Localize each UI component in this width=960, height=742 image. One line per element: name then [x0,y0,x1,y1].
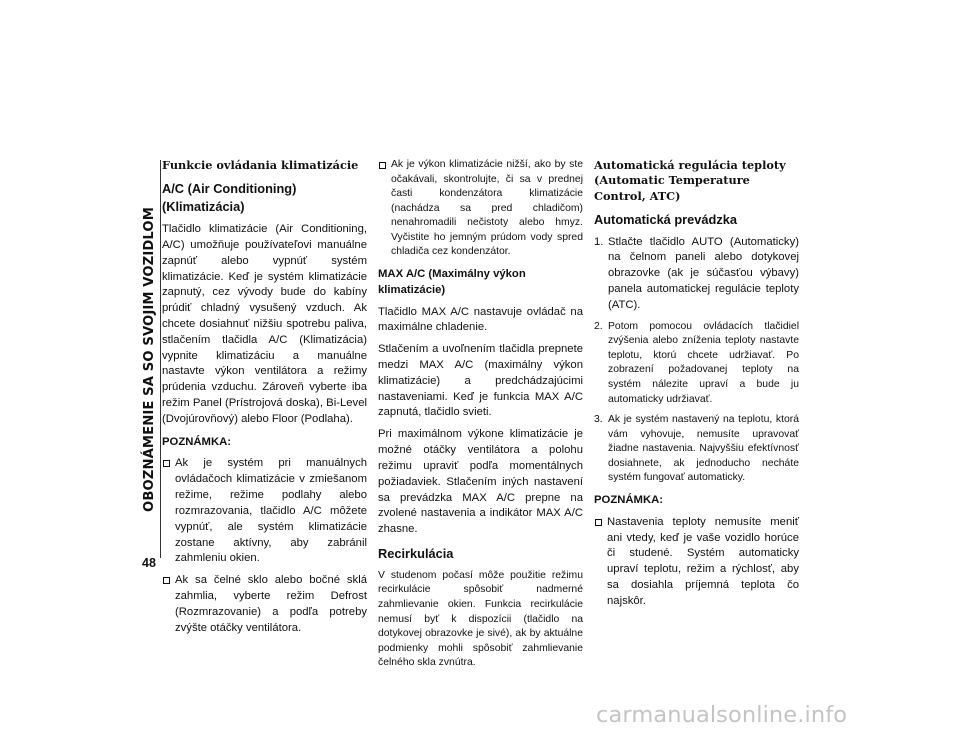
steps-list [594,235,799,486]
step-number: 3. [594,414,603,426]
column-2 [378,158,583,677]
paragraph-max-3: Pri maximálnom výkone klimatizácie je možné otáčky ventilátora a polohu režimu upraviť podľa momentálnych požiadaviek. Stlačením iných nastavení sa prevádzka MAX A/C prepne na zvolené nastavenia a indikátor MAX A/C zhasne. [378,428,583,536]
paragraph-max-2: Stlačením a uvoľnením tlačidla prepnete medzi MAX A/C (maximálny výkon klimatizácie) a predchádzajúcimi nastaveniami. Keď je funkcia MAX A/C zapnutá, tlačidlo svieti. [378,343,583,419]
paragraph-ac: Tlačidlo klimatizácie (Air Conditioning, A/C) umožňuje používateľovi manuálne zapnúť alebo vypnúť systém klimatizácie. Keď je systém klimatizácie zapnutý, cez vývody bude do kabíny prúdiť chladný vysušený vzduch. Ak chcete dosiahnuť nižšiu spotrebu paliva, stlačením tlačidla A/C (Klimatizácia) vypnite klimatizáciu a manuálne nastavte výkon ventilátora a režimy prúdenia vzduchu. Zároveň vyberte iba režim Panel (Prístrojová doska), Bi-Level (Dvojúrovňový) alebo Floor (Podlaha). [162,223,367,425]
step-item [594,413,799,486]
section-title-atc: Automatická regulácia teploty (Automatic Temperature Control, ATC) [594,158,786,203]
paragraph-recirculation: V studenom počasí môže použitie režimu recirkulácie spôsobiť nadmerné zahmlievanie okien. Funkcia recirkulácie nemusí byť k dispozícii (tlačidlo na dotykovej obrazovke je sivé), ak by aktuálne podmienky mohli spôsobiť zahmlievanie čelného skla zvnútra. [378,569,583,669]
note-list [162,456,367,636]
note-list-continued [378,158,583,260]
heading-ac: A/C (Air Conditioning) (Klimatizácia) [162,181,297,215]
vertical-rule [160,160,161,558]
step-number: 1. [594,235,604,248]
column-3 [594,158,799,616]
step-text: Potom pomocou ovládacích tlačidiel zvýšenia alebo zníženia teploty nastavte teplotu, ktorú chcete udržiavať. Po zobrazení požadovanej teploty na systém nálezite upraví a bude ju automaticky udržiavať. [608,320,799,405]
heading-recirculation: Recirkulácia [378,545,454,561]
note-item: Nastavenia teploty nemusíte meniť ani vtedy, keď je vaše vozidlo horúce či studené. Systém automaticky upraví teplotu, režim a rýchlosť, aby sa dosiahla príjemná teplota čo najskôr. [594,515,799,610]
step-text: Stlačte tlačidlo AUTO (Automaticky) na čelnom paneli alebo dotykovej obrazovke (ak je súčasťou výbavy) panela automatickej regulácie teploty (ATC). [608,235,799,311]
step-item [594,320,799,407]
note-label: POZNÁMKA: [594,493,664,506]
note-item: Ak je systém pri manuálnych ovládačoch klimatizácie v zmiešanom režime, režime podlahy alebo rozmrazovania, tlačidlo A/C môžete vypnúť, ale systém klimatizácie zostane aktívny, aby zabránil zahmleniu okien. [162,456,367,567]
step-number: 2. [594,320,603,332]
note-label: POZNÁMKA: [162,435,232,448]
note-item: Ak je výkon klimatizácie nižší, ako by ste očakávali, skontrolujte, či sa v prednej časti kondenzátora klimatizácie (nachádza sa pred chladičom) nenahromadili nečistoty alebo hmyz. Vyčistite ho jemným prúdom vody spred chladiča cez kondenzátor. [378,158,583,260]
heading-auto-operation: Automatická prevádzka [594,211,737,227]
note-item: Ak sa čelné sklo alebo bočné sklá zahmlia, vyberte režim Defrost (Rozmrazovanie) a podľa potreby zvýšte otáčky ventilátora. [162,573,367,636]
page-number: 48 [142,556,156,570]
watermark: carmanualsonline.info [596,702,848,728]
step-item [594,235,799,314]
side-chapter-title [138,160,160,558]
section-title-controls: Funkcie ovládania klimatizácie [162,158,359,172]
heading-max-ac: MAX A/C (Maximálny výkon klimatizácie) [378,267,526,296]
side-chapter-title-text: OBOZNÁMENIE SA SO SVOJIM VOZIDLOM [141,206,157,512]
paragraph-max-1: Tlačidlo MAX A/C nastavuje ovládač na maximálne chladenie. [378,305,583,334]
step-text: Ak je systém nastavený na teplotu, ktorá vám vyhovuje, nemusíte upravovať žiadne nastavenia. Najvyššiu efektívnosť dosiahnete, ak jednoducho necháte systém fungovať automaticky. [608,414,799,484]
column-1 [162,158,367,642]
note-list [594,515,799,610]
